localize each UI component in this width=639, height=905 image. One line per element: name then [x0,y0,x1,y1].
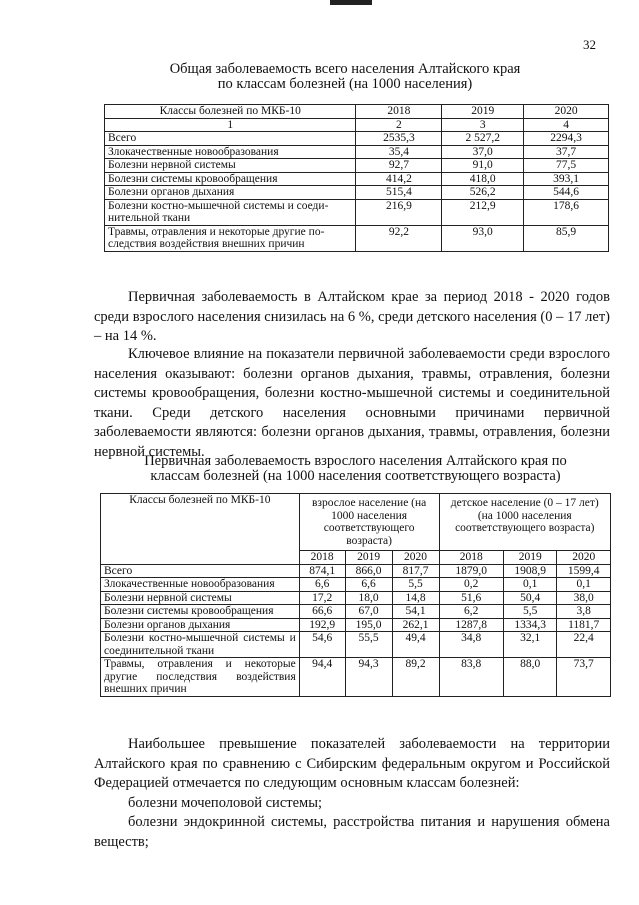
table2-cell: 262,1 [392,618,439,632]
table2-cell: 3,8 [557,605,611,619]
table1-title-line2: по классам болезней (на 1000 населения) [217,76,473,92]
table2-row [101,618,611,632]
table2-header-row [101,494,611,551]
table1-row [105,186,609,200]
table1-row [105,145,609,159]
table2-cell: 54,6 [299,632,345,658]
paragraph-2-text: Ключевое влияние на показатели первичной заболеваемости среди взрослого населения оказывают: болезни органов дыхания, травмы, отравления, болезни системы кровообращения, болезни костно-мышечной системы и соединительной ткани. Среди детского населения основными причинами первичной заболеваемости являются: болезни органов дыхания, травмы, отравления, болезни нервной системы. [94,346,610,460]
table2-cell: 73,7 [557,658,611,697]
table1-row [105,225,609,251]
table2-cell: 1181,7 [557,618,611,632]
table1-title-line1: Общая заболеваемость всего населения Алтайского края [169,61,521,77]
paragraph-3-text: Наибольшее превышение показателей заболеваемости на территории Алтайского края по сравнению с Сибирским федеральным округом и Российской Федерацией отмечается по следующим основным классам болезней: [94,736,610,791]
table1-header-row [105,105,609,119]
table2-row [101,564,611,578]
paragraph-1 [94,288,610,347]
table2-cell: 1908,9 [503,564,557,578]
table2-cell: 55,5 [345,632,392,658]
table2-title-line2: классам болезней (на 1000 населения соответствующего возраста) [150,468,561,484]
table2-row-label: Болезни нервной системы [101,591,300,605]
table2-cell: 1334,3 [503,618,557,632]
table1-header-2019: 2019 [442,105,524,119]
table2-cell: 6,2 [439,605,503,619]
table2-cell: 1599,4 [557,564,611,578]
table1-cell: 414,2 [356,172,442,186]
table2-header-child: детское население (0 – 17 лет) (на 1000 населения соответствующего возраста) [439,494,610,551]
table1-row-label: Болезни системы кровообращения [105,172,356,186]
table1-cell: 92,7 [356,159,442,173]
table1-title [130,62,560,92]
table2-cell: 5,5 [503,605,557,619]
table2-cell: 1287,8 [439,618,503,632]
table2-cell: 5,5 [392,578,439,592]
table2-cell: 89,2 [392,658,439,697]
table1-row-label: Болезни костно-мышечной системы и соеди-нительной ткани [105,199,356,225]
table2-row-label: Болезни системы кровообращения [101,605,300,619]
table2-row [101,605,611,619]
table1-cell: 515,4 [356,186,442,200]
table2-cell: 0,1 [503,578,557,592]
table1-row [105,159,609,173]
table2-year-cell: 2020 [392,551,439,565]
paragraph-3 [94,735,610,852]
table2-cell: 94,3 [345,658,392,697]
table1-cell: 526,2 [442,186,524,200]
table2-cell: 195,0 [345,618,392,632]
table1-cell: 37,7 [524,145,609,159]
table2-row [101,632,611,658]
table1-row-label: Болезни органов дыхания [105,186,356,200]
table1-numbering-row [105,118,609,132]
table1-header-2018: 2018 [356,105,442,119]
table1-cell: 77,5 [524,159,609,173]
page-number: 32 [583,37,596,52]
table1-num-cell: 3 [442,118,524,132]
top-mark [330,0,372,5]
table1-cell: 2535,3 [356,132,442,146]
table2-cell: 50,4 [503,591,557,605]
table2-cell: 94,4 [299,658,345,697]
table2-cell: 88,0 [503,658,557,697]
table2-title-line1: Первичная заболеваемость взрослого населения Алтайского края по [144,453,567,469]
table2-cell: 18,0 [345,591,392,605]
table2-header-adult: взрослое население (на 1000 населения соответствующего возраста) [299,494,439,551]
table2-cell: 51,6 [439,591,503,605]
table2-cell: 34,8 [439,632,503,658]
table2-row-label: Всего [101,564,300,578]
table2-cell: 6,6 [345,578,392,592]
table2 [100,493,611,697]
table1-row-label: Болезни нервной системы [105,159,356,173]
table1-cell: 418,0 [442,172,524,186]
table2-row-label: Болезни костно-мышечной системы и соединительной ткани [101,632,300,658]
table1-cell: 91,0 [442,159,524,173]
table2-cell: 38,0 [557,591,611,605]
list-item [94,813,610,852]
table2-row [101,578,611,592]
table1-header-class: Классы болезней по МКБ-10 [105,105,356,119]
list-item-text: болезни мочеполовой системы; [128,794,322,811]
table1-header-2020: 2020 [524,105,609,119]
table2-cell: 22,4 [557,632,611,658]
table1-row-label: Всего [105,132,356,146]
table1-num-cell: 1 [105,118,356,132]
table2-row [101,591,611,605]
table1-row-label: Злокачественные новообразования [105,145,356,159]
table2-year-cell: 2018 [439,551,503,565]
table2-year-cell: 2020 [557,551,611,565]
table1-cell: 2294,3 [524,132,609,146]
paragraph-3-body [94,735,610,794]
table1-num-cell: 4 [524,118,609,132]
table2-row [101,658,611,697]
table2-cell: 83,8 [439,658,503,697]
table2-cell: 67,0 [345,605,392,619]
table1-num-cell: 2 [356,118,442,132]
paragraph-1-text: Первичная заболеваемость в Алтайском крае за период 2018 - 2020 годов среди взрослого населения снизилась на 6 %, среди детского населения (0 – 17 лет) – на 14 %. [94,289,610,344]
table1-cell: 2 527,2 [442,132,524,146]
table2-cell: 1879,0 [439,564,503,578]
table1-row [105,199,609,225]
table2-year-cell: 2018 [299,551,345,565]
table2-row-label: Травмы, отравления и некоторые другие последствия воздействия внешних причин [101,658,300,697]
table2-cell: 0,2 [439,578,503,592]
table2-header-class: Классы болезней по МКБ-10 [101,494,300,565]
table2-cell: 49,4 [392,632,439,658]
table1-row [105,132,609,146]
table1-cell: 35,4 [356,145,442,159]
table2-year-cell: 2019 [345,551,392,565]
table2-title [118,454,593,484]
list-item [94,794,610,814]
table1-cell: 178,6 [524,199,609,225]
table1-cell: 216,9 [356,199,442,225]
table1 [104,104,609,252]
list-item-text: болезни эндокринной системы, расстройства питания и нарушения обмена веществ; [94,814,610,850]
table2-cell: 874,1 [299,564,345,578]
table2-cell: 817,7 [392,564,439,578]
table2-cell: 6,6 [299,578,345,592]
table1-row [105,172,609,186]
table2-cell: 192,9 [299,618,345,632]
table2-cell: 32,1 [503,632,557,658]
table1-cell: 393,1 [524,172,609,186]
table2-cell: 866,0 [345,564,392,578]
table1-row-label: Травмы, отравления и некоторые другие по-следствия воздействия внешних причин [105,225,356,251]
table1-cell: 37,0 [442,145,524,159]
table2-cell: 14,8 [392,591,439,605]
table2-cell: 17,2 [299,591,345,605]
table1-cell: 544,6 [524,186,609,200]
table1-cell: 92,2 [356,225,442,251]
table2-row-label: Болезни органов дыхания [101,618,300,632]
table2-row-label: Злокачественные новообразования [101,578,300,592]
table2-cell: 0,1 [557,578,611,592]
table2-year-cell: 2019 [503,551,557,565]
table2-cell: 54,1 [392,605,439,619]
table1-cell: 85,9 [524,225,609,251]
table2-cell: 66,6 [299,605,345,619]
table1-cell: 93,0 [442,225,524,251]
paragraph-2 [94,345,610,462]
table1-cell: 212,9 [442,199,524,225]
